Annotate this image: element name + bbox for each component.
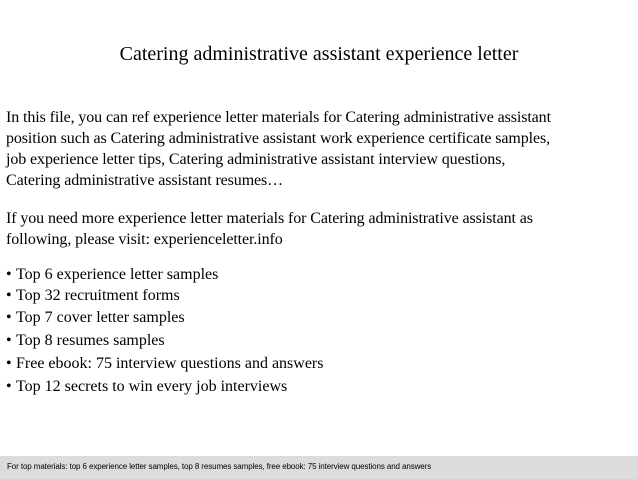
bullet-icon: • bbox=[6, 331, 12, 349]
intro-paragraph bbox=[6, 107, 632, 191]
intro-line: Catering administrative assistant resumes… bbox=[6, 172, 284, 189]
bullet-icon: • bbox=[6, 354, 12, 372]
bullet-icon: • bbox=[6, 266, 12, 283]
more-info-paragraph bbox=[6, 208, 632, 250]
bullet-text: Top 8 resumes samples bbox=[16, 331, 165, 349]
bullet-text: Top 6 experience letter samples bbox=[16, 266, 219, 283]
bullet-icon: • bbox=[6, 308, 12, 326]
bullet-item bbox=[6, 309, 632, 332]
more-info-line: If you need more experience letter materials for Catering administrative assistant as bbox=[6, 210, 533, 227]
footer-text: For top materials: top 6 experience letter samples, top 8 resumes samples, free ebook: 75 interview questions and answers bbox=[7, 462, 432, 471]
bullet-item bbox=[6, 287, 632, 309]
resource-bullet-list bbox=[6, 266, 632, 401]
more-info-line: following, please visit: experienceletter.info bbox=[6, 231, 283, 248]
bullet-item bbox=[6, 266, 632, 287]
intro-line: position such as Catering administrative assistant work experience certificate samples, bbox=[6, 130, 551, 147]
bullet-text: Top 32 recruitment forms bbox=[16, 287, 180, 304]
page-title: Catering administrative assistant experience letter bbox=[119, 43, 519, 65]
bullet-item bbox=[6, 332, 632, 355]
bullet-item bbox=[6, 378, 632, 401]
bullet-item bbox=[6, 355, 632, 378]
intro-line: In this file, you can ref experience letter materials for Catering administrative assistant bbox=[6, 109, 551, 126]
bullet-text: Top 7 cover letter samples bbox=[16, 308, 185, 326]
bullet-text: Top 12 secrets to win every job interviews bbox=[16, 377, 288, 395]
intro-line: job experience letter tips, Catering administrative assistant interview questions, bbox=[6, 151, 506, 168]
footer-bar bbox=[0, 456, 638, 479]
bullet-text: Free ebook: 75 interview questions and answers bbox=[16, 354, 324, 372]
bullet-icon: • bbox=[6, 287, 12, 304]
bullet-icon: • bbox=[6, 377, 12, 395]
